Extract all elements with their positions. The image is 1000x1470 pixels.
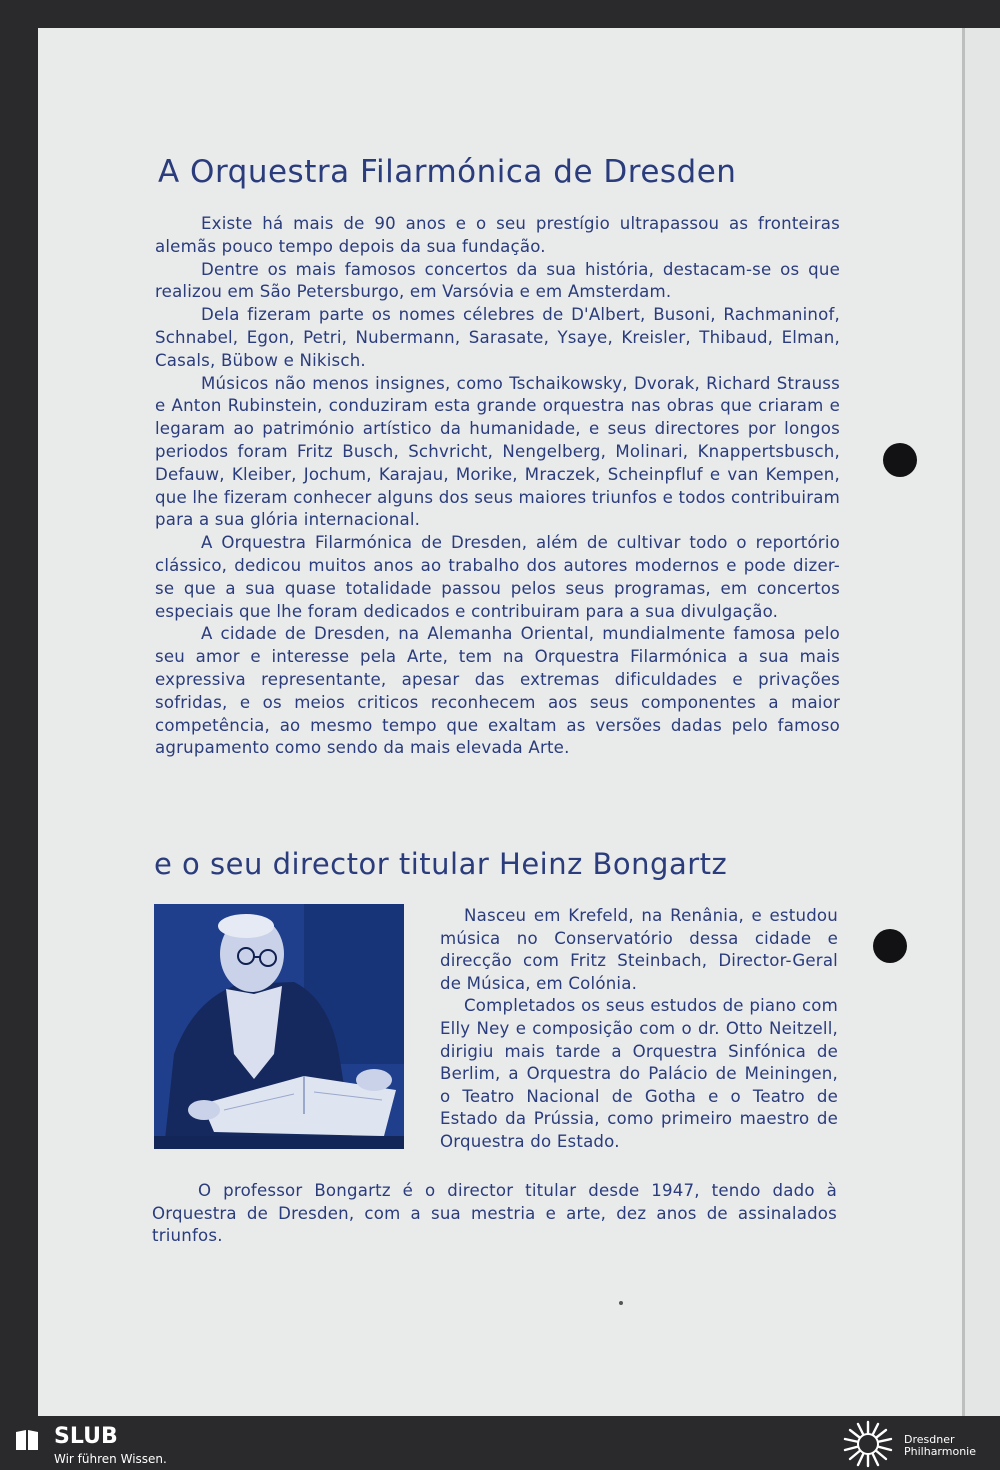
adjacent-page-edge [965,28,1000,1416]
slub-tagline: Wir führen Wissen. [54,1452,167,1466]
paragraph: A cidade de Dresden, na Alemanha Oriental, mundialmente famosa pelo seu amor e interesse pela Arte, tem na Orquestra Filarmónica a sua mais expressiva representante, apesar das extremas dificuldades e privações sofridas, e os meios criticos reconhecem aos seus componentes a maior competência, ao mesmo tempo que exaltam as versões dadas pelo famoso agrupamento como sendo da mais elevada Arte. [155,624,840,758]
paragraph: Existe há mais de 90 anos e o seu prestígio ultrapassou as fronteiras alemãs pouco tempo depois da sua fundação. [155,214,840,256]
conductor-portrait-photo [154,904,404,1149]
slub-logo-text[interactable]: SLUB [54,1424,118,1449]
bio-paragraph: Nasceu em Krefeld, na Renânia, e estudou música no Conservatório dessa cidade e direcção com Fritz Steinbach, Director-Geral de Música, em Colónia. [440,906,838,993]
paragraph: Dentre os mais famosos concertos da sua história, destacam-se os que realizou em São Petersburgo, em Varsóvia e em Amsterdam. [155,259,840,302]
section-heading: e o seu director titular Heinz Bongartz [154,847,728,881]
philharmonie-logo-text[interactable] [904,1434,976,1458]
paragraph: A Orquestra Filarmónica de Dresden, além de cultivar todo o reportório clássico, dedicou muitos anos ao trabalho dos autores modernos e pode dizer-se que a sua quase totalidade passou pelos seus programas, em concertos especiais que lhe foram dedicados e contribuiram para a sua divulgação. [155,533,840,621]
closing-paragraph: O professor Bongartz é o director titular desde 1947, tendo dado à Orquestra de Dresden, com a sua mestria e arte, dez anos de assinalados triunfos. [152,1181,837,1246]
bio-paragraph: Completados os seus estudos de piano com Elly Ney e composição com o dr. Otto Neitzell, dirigiu mais tarde a Orquestra Sinfónica de Berlim, a Orquestra do Palácio de Meiningen, o Teatro Nacional de Gotha e o Teatro de Estado da Prússia, como primeiro maestro de Orquestra do Estado. [440,996,838,1151]
philharmonie-sunburst-icon [842,1420,894,1468]
body-text [155,213,840,760]
bio-text [440,905,838,1154]
punch-hole [873,929,907,963]
slub-book-icon [14,1428,40,1452]
paper-speck [619,1301,623,1305]
paragraph: Músicos não menos insignes, como Tschaikowsky, Dvorak, Richard Strauss e Anton Rubinstein, conduziram esta grande orquestra nas obras que criaram e legaram ao património artístico da humanidade, e seus directores por longos periodos foram Fritz Busch, Schvricht, Nengelberg, Molinari, Knappertsbusch, Defauw, Kleiber, Jochum, Karajau, Morike, Mraczek, Scheinpfluf e van Kempen, que lhe fizeram conhecer alguns dos seus maiores triunfos e todos contribuiram para a sua glória internacional. [155,373,840,530]
punch-hole [883,443,917,477]
philharmonie-line-2: Philharmonie [904,1445,976,1458]
closing-text [152,1180,837,1248]
document-title: A Orquestra Filarmónica de Dresden [158,154,737,190]
viewer-footer [0,1416,1000,1470]
paragraph: Dela fizeram parte os nomes célebres de D'Albert, Busoni, Rachmaninof, Schnabel, Egon, Petri, Nubermann, Sarasate, Ysaye, Kreisler, Thibaud, Elman, Casals, Bübow e Nikisch. [155,305,840,370]
philharmonie-line-1: Dresdner [904,1433,955,1446]
